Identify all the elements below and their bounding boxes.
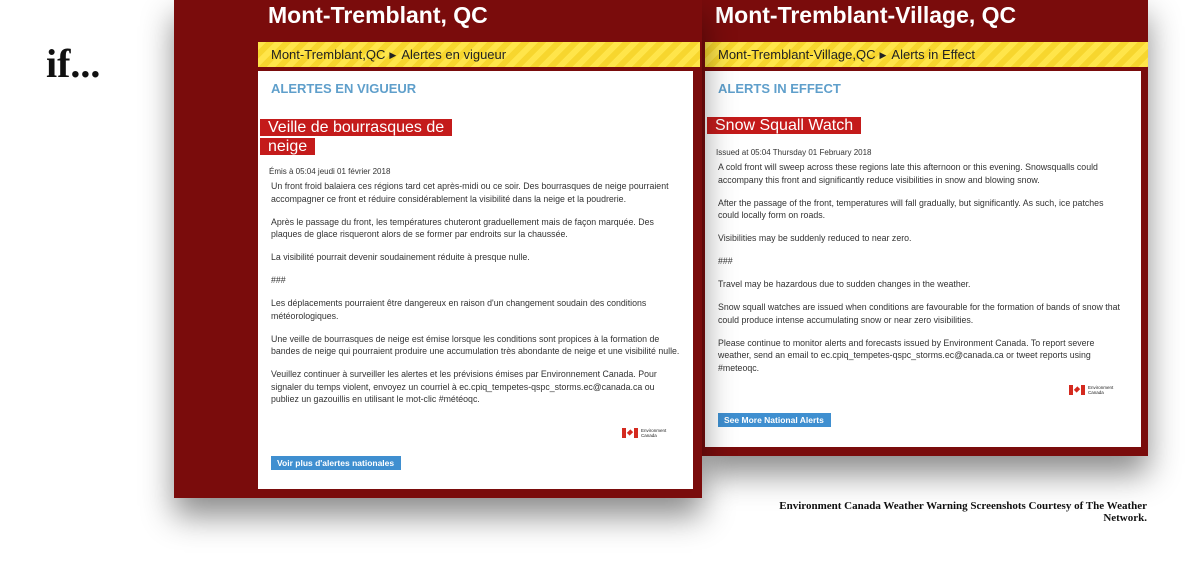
breadcrumb-location-link[interactable]: Mont-Tremblant,QC bbox=[271, 47, 386, 62]
alert-title-line2: neige bbox=[260, 138, 315, 155]
alert-paragraph: Une veille de bourrasques de neige est émise lorsque les conditions sont propices à la formation de bandes de neige qui pourraient produire une accumulation très abondante de neige et une visibilité nulle. bbox=[271, 333, 680, 356]
alert-paragraph: Travel may be hazardous due to sudden changes in the weather. bbox=[718, 279, 971, 289]
alert-paragraph: Un front froid balaiera ces régions tard cet après-midi ou ce soir. Des bourrasques de neige pourraient accompagner ce front et réduire considérablement la visibilité dans la neige et la poudrerie. bbox=[271, 181, 669, 204]
alert-paragraph: Après le passage du front, les températures chuteront graduellement mais de façon marquée. Des plaques de glace risqueront alors de se former par endroits sur la chaussée. bbox=[271, 216, 654, 239]
section-heading: ALERTS IN EFFECT bbox=[718, 81, 841, 96]
logo-text-line1: Environment bbox=[641, 428, 667, 433]
alert-title-line1: Veille de bourrasques de bbox=[260, 119, 452, 136]
environment-canada-logo bbox=[1069, 384, 1117, 396]
alert-paragraph: After the passage of the front, temperatures will fall gradually, but significantly. As such, ice patches could locally form on roads. bbox=[718, 197, 1104, 220]
alert-panel-english bbox=[702, 0, 1148, 456]
intro-text: if... bbox=[46, 41, 101, 86]
alert-title bbox=[260, 118, 452, 156]
alert-paragraph: Please continue to monitor alerts and forecasts issued by Environment Canada. To report severe weather, send an email to ec.cpiq_tempetes-qspc_storms.ec@canada.ca or tweet reports using #meteoqc. bbox=[718, 337, 1095, 373]
page-title: Mont-Tremblant, QC bbox=[268, 2, 488, 28]
alert-paragraph: Veuillez continuer à surveiller les alertes et les prévisions émises par Environnement Canada. Pour signaler du temps violent, envoyez un courriel à ec.cpiq_tempetes-qspc_storms.ec@canada.ca ou publiez un gazouillis en utilisant le mot-clic #météoqc. bbox=[271, 369, 657, 404]
alert-paragraph: ### bbox=[718, 256, 733, 266]
canada-flag-icon bbox=[1069, 385, 1085, 395]
logo-text-line1: Environment bbox=[1088, 385, 1114, 390]
alert-paragraph: A cold front will sweep across these regions late this afternoon or this evening. Snowsqualls could accompany this front and significantly reduce visibilities in snow and blowing snow. bbox=[718, 162, 1098, 185]
breadcrumb-arrow-icon: ▶ bbox=[389, 50, 397, 60]
alert-paragraph: Visibilities may be suddenly reduced to near zero. bbox=[718, 233, 912, 243]
alert-title bbox=[707, 116, 861, 135]
alert-body bbox=[718, 161, 1124, 385]
section-heading: ALERTES EN VIGUEUR bbox=[271, 81, 417, 96]
alert-paragraph: ### bbox=[271, 275, 286, 285]
more-national-alerts-button[interactable]: Voir plus d'alertes nationales bbox=[271, 456, 401, 470]
more-national-alerts-button[interactable]: See More National Alerts bbox=[718, 413, 831, 427]
breadcrumb bbox=[705, 42, 1148, 67]
alert-body bbox=[271, 180, 684, 416]
breadcrumb-section: Alertes en vigueur bbox=[401, 47, 507, 62]
canada-flag-icon bbox=[622, 428, 638, 438]
environment-canada-logo bbox=[622, 427, 670, 439]
breadcrumb bbox=[258, 42, 700, 67]
breadcrumb-arrow-icon: ▶ bbox=[879, 50, 887, 60]
alert-content bbox=[705, 71, 1141, 447]
issued-timestamp: Émis à 05:04 jeudi 01 février 2018 bbox=[269, 167, 391, 176]
issued-timestamp: Issued at 05:04 Thursday 01 February 2018 bbox=[716, 148, 872, 157]
page-title: Mont-Tremblant-Village, QC bbox=[715, 2, 1017, 28]
alert-title-line1: Snow Squall Watch bbox=[707, 117, 861, 134]
alert-paragraph: Snow squall watches are issued when conditions are favourable for the formation of bands of snow that could produce intense accumulating snow or near zero visibilities. bbox=[718, 302, 1120, 325]
alert-paragraph: La visibilité pourrait devenir soudainement réduite à presque nulle. bbox=[271, 252, 530, 262]
logo-text-line2: Canada bbox=[641, 433, 657, 438]
alert-paragraph: Les déplacements pourraient être dangereux en raison d'un changement soudain des conditions météorologiques. bbox=[271, 298, 647, 321]
logo-text-line2: Canada bbox=[1088, 390, 1104, 395]
breadcrumb-section: Alerts in Effect bbox=[891, 47, 975, 62]
image-credit: Environment Canada Weather Warning Screenshots Courtesy of The Weather Network. bbox=[779, 500, 1147, 524]
alert-content bbox=[258, 71, 693, 489]
alert-panel-french bbox=[174, 0, 702, 498]
breadcrumb-location-link[interactable]: Mont-Tremblant-Village,QC bbox=[718, 47, 876, 62]
